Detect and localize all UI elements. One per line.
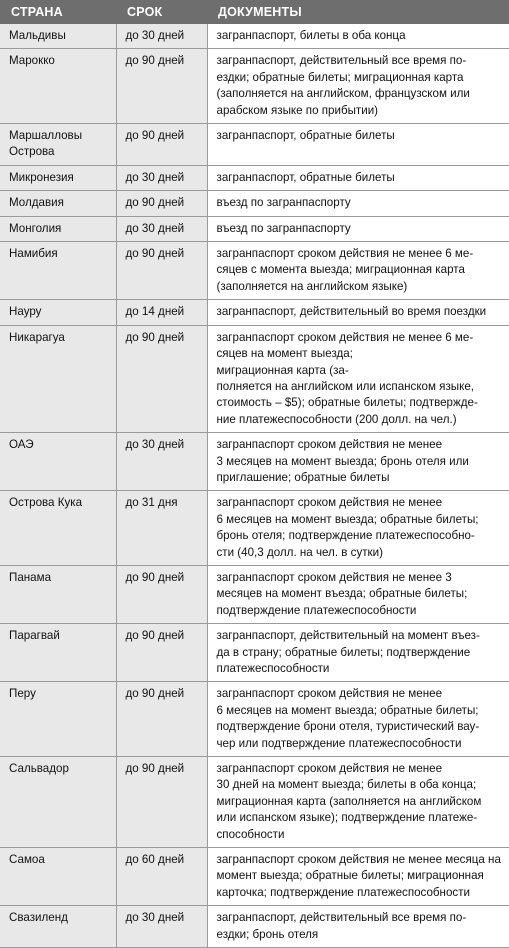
documents-cell: загранпаспорт сроком действия не менее 6 ме- сяцев с момента выезда; миграционная карта (заполняется на английском языке) (207, 242, 509, 300)
country-cell: Панама (0, 565, 116, 623)
documents-cell: загранпаспорт, действительный на момент въез- да в страну; обратные билеты; подтверждение платежеспособности (207, 624, 509, 682)
country-cell: ОАЭ (0, 433, 116, 491)
country-cell: Мальдивы (0, 24, 116, 49)
term-cell: до 30 дней (116, 216, 207, 241)
table-row (0, 216, 509, 241)
term-cell: до 30 дней (116, 165, 207, 190)
documents-cell: загранпаспорт сроком действия не менее 30 дней на момент выезда; билеты в оба конца; миграционная карта (заполняется на английском или испанском языке); подтверждение платеже- способности (207, 757, 509, 848)
table-row (0, 24, 509, 49)
documents-cell: загранпаспорт, действительный все время по- ездки; обратные билеты; миграционная карта (заполняется на английском, французском или арабском языке по прибытии) (207, 49, 509, 124)
country-cell: Перу (0, 682, 116, 757)
table-row (0, 300, 509, 325)
term-cell: до 90 дней (116, 325, 207, 432)
term-cell: до 90 дней (116, 757, 207, 848)
documents-cell: въезд по загранпаспорту (207, 216, 509, 241)
table-row (0, 757, 509, 848)
table-row (0, 565, 509, 623)
table-body (0, 24, 509, 948)
table-row (0, 242, 509, 300)
country-cell: Парагвай (0, 624, 116, 682)
documents-cell: загранпаспорт сроком действия не менее 3 месяцев на момент въезда; обратные билеты; подтверждение платежеспособности (207, 565, 509, 623)
term-cell: до 30 дней (116, 906, 207, 948)
country-cell: Никарагуа (0, 325, 116, 432)
term-cell: до 90 дней (116, 624, 207, 682)
table-row (0, 682, 509, 757)
table-row (0, 491, 509, 566)
documents-cell: загранпаспорт сроком действия не менее месяца на момент выезда; обратные билеты; миграционная карточка; подтверждение платежеспособности (207, 848, 509, 906)
country-cell: Молдавия (0, 191, 116, 216)
table-row (0, 191, 509, 216)
documents-cell: загранпаспорт, билеты в оба конца (207, 24, 509, 49)
documents-cell: въезд по загранпаспорту (207, 191, 509, 216)
country-cell: Сальвадор (0, 757, 116, 848)
term-cell: до 90 дней (116, 565, 207, 623)
documents-cell: загранпаспорт, обратные билеты (207, 124, 509, 166)
documents-cell: загранпаспорт сроком действия не менее 6 месяцев на момент выезда; обратные билеты; подтверждение брони отеля, туристический вау- чер или подтверждение платежеспособности (207, 682, 509, 757)
documents-cell: загранпаспорт, обратные билеты (207, 165, 509, 190)
header-country: СТРАНА (0, 0, 116, 24)
documents-cell: загранпаспорт сроком действия не менее 6 ме- сяцев на момент выезда; миграционная карта (за- полняется на английском или испанском языке, стоимость – $5); обратные билеты; подтвержде- ние платежеспособности (200 долл. на чел.) (207, 325, 509, 432)
header-documents: ДОКУМЕНТЫ (207, 0, 509, 24)
term-cell: до 31 дня (116, 491, 207, 566)
term-cell: до 60 дней (116, 848, 207, 906)
country-cell: Острова Кука (0, 491, 116, 566)
documents-cell: загранпаспорт, действительный все время по- ездки; бронь отеля (207, 906, 509, 948)
header-term: СРОК (116, 0, 207, 24)
country-cell: Маршалловы Острова (0, 124, 116, 166)
country-cell: Монголия (0, 216, 116, 241)
country-cell: Науру (0, 300, 116, 325)
table-row (0, 433, 509, 491)
table-header (0, 0, 509, 24)
table-row (0, 325, 509, 432)
term-cell: до 90 дней (116, 242, 207, 300)
documents-cell: загранпаспорт сроком действия не менее 6 месяцев на момент выезда; обратные билеты; бронь отеля; подтверждение платежеспособно- сти (40,3 долл. на чел. в сутки) (207, 491, 509, 566)
term-cell: до 30 дней (116, 433, 207, 491)
term-cell: до 30 дней (116, 24, 207, 49)
table-row (0, 124, 509, 166)
documents-cell: загранпаспорт, действительный во время поездки (207, 300, 509, 325)
country-cell: Намибия (0, 242, 116, 300)
term-cell: до 14 дней (116, 300, 207, 325)
table-row (0, 848, 509, 906)
table-row (0, 49, 509, 124)
country-cell: Марокко (0, 49, 116, 124)
documents-cell: загранпаспорт сроком действия не менее 3 месяцев на момент выезда; бронь отеля или приглашение; обратные билеты (207, 433, 509, 491)
table-row (0, 165, 509, 190)
table-row (0, 906, 509, 948)
term-cell: до 90 дней (116, 682, 207, 757)
term-cell: до 90 дней (116, 124, 207, 166)
term-cell: до 90 дней (116, 191, 207, 216)
country-cell: Свазиленд (0, 906, 116, 948)
term-cell: до 90 дней (116, 49, 207, 124)
country-cell: Микронезия (0, 165, 116, 190)
table-row (0, 624, 509, 682)
header-row (0, 0, 509, 24)
country-cell: Самоа (0, 848, 116, 906)
